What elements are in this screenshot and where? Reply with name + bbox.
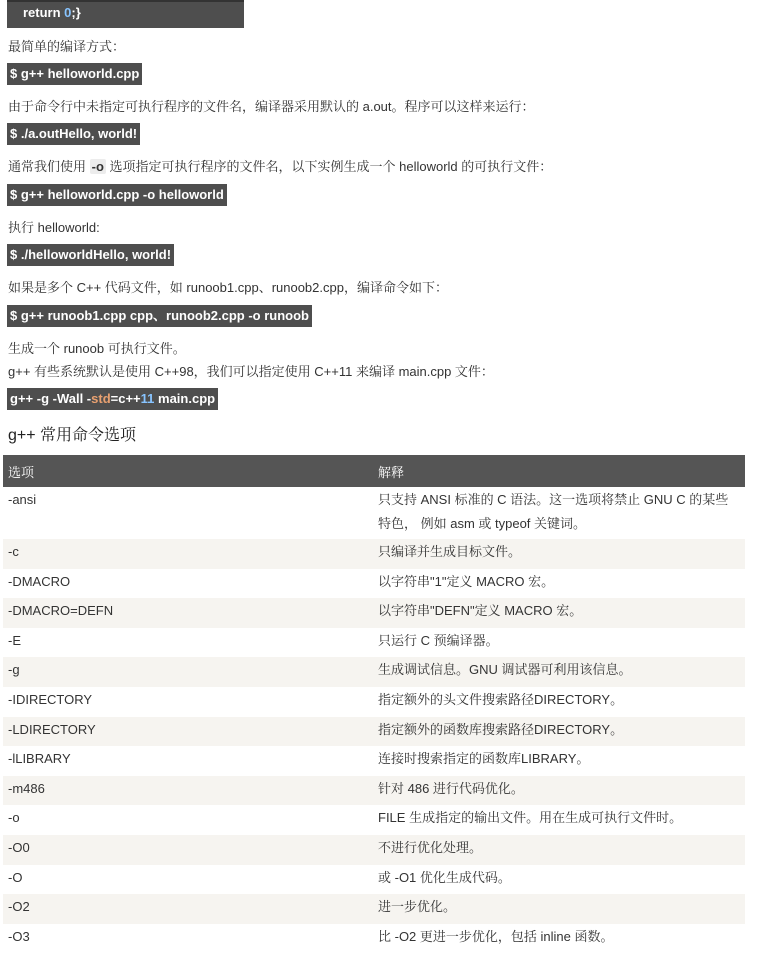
table-row: -O3 比 -O2 更进一步优化，包括 inline 函数。: [8, 928, 614, 944]
table-row: -m486 针对 486 进行代码优化。: [3, 776, 745, 806]
table-header-row: [3, 455, 745, 487]
table-row: -O2 进一步优化。: [3, 894, 745, 924]
code-compile: $ g++ helloworld.cpp: [7, 63, 142, 85]
paragraph-runoob-exe: 生成一个 runoob 可执行文件。: [8, 341, 186, 356]
paragraph-run-helloworld: 执行 helloworld:: [8, 220, 100, 235]
table-row: -c 只编译并生成目标文件。: [3, 539, 745, 569]
table-row: -ansi 只支持 ANSI 标准的 C 语法。这一选项将禁止 GNU C 的某些特色， 例如 asm 或 typeof 关键词。: [8, 492, 729, 531]
code-run-helloworld: $ ./helloworldHello, world!: [7, 244, 174, 266]
paragraph-simple-compile: 最简单的编译方式：: [8, 39, 126, 54]
code-run-aout: $ ./a.outHello, world!: [7, 123, 140, 145]
code-compile-cpp11: g++ -g -Wall -std=c++11 main.cpp: [7, 388, 218, 410]
header-option: 选项: [3, 455, 373, 487]
inline-code-o: -o: [91, 159, 104, 174]
code-compile-multiple: $ g++ runoob1.cpp cpp、runoob2.cpp -o runoob: [7, 305, 312, 327]
options-table: [3, 455, 745, 953]
table-row: -O 或 -O1 优化生成代码。: [8, 869, 511, 885]
paragraph-multiple-files: 如果是多个 C++ 代码文件，如 runoob1.cpp、runoob2.cpp，编译命令如下：: [8, 280, 448, 295]
table-row: -DMACRO=DEFN 以字符串"DEFN"定义 MACRO 宏。: [3, 598, 745, 628]
table-row: -g 生成调试信息。GNU 调试器可利用该信息。: [3, 657, 745, 687]
code-block-return: return 0;}: [7, 0, 244, 28]
code-compile-output: $ g++ helloworld.cpp -o helloworld: [7, 184, 227, 206]
table-row: -E 只运行 C 预编译器。: [8, 632, 499, 648]
table-row: -DMACRO 以字符串"1"定义 MACRO 宏。: [8, 573, 555, 589]
paragraph-cpp11: g++ 有些系统默认是使用 C++98，我们可以指定使用 C++11 来编译 main.cpp 文件：: [8, 364, 494, 379]
paragraph-default-output: 由于命令行中未指定可执行程序的文件名，编译器采用默认的 a.out。程序可以这样来运行：: [8, 99, 535, 114]
table-row: -IDIRECTORY 指定额外的头文件搜索路径DIRECTORY。: [8, 691, 624, 707]
table-row: -LDIRECTORY 指定额外的函数库搜索路径DIRECTORY。: [3, 717, 745, 747]
section-title-options: g++ 常用命令选项: [8, 427, 137, 444]
paragraph-o-option: 通常我们使用 -o 选项指定可执行程序的文件名，以下实例生成一个 helloworld 的可执行文件：: [8, 159, 553, 174]
table-row: -O0 不进行优化处理。: [3, 835, 745, 865]
table-row: -lLIBRARY 连接时搜索指定的函数库LIBRARY。: [8, 751, 590, 767]
header-description: 解释: [373, 455, 745, 487]
table-row: -o FILE 生成指定的输出文件。用在生成可执行文件时。: [8, 810, 683, 826]
